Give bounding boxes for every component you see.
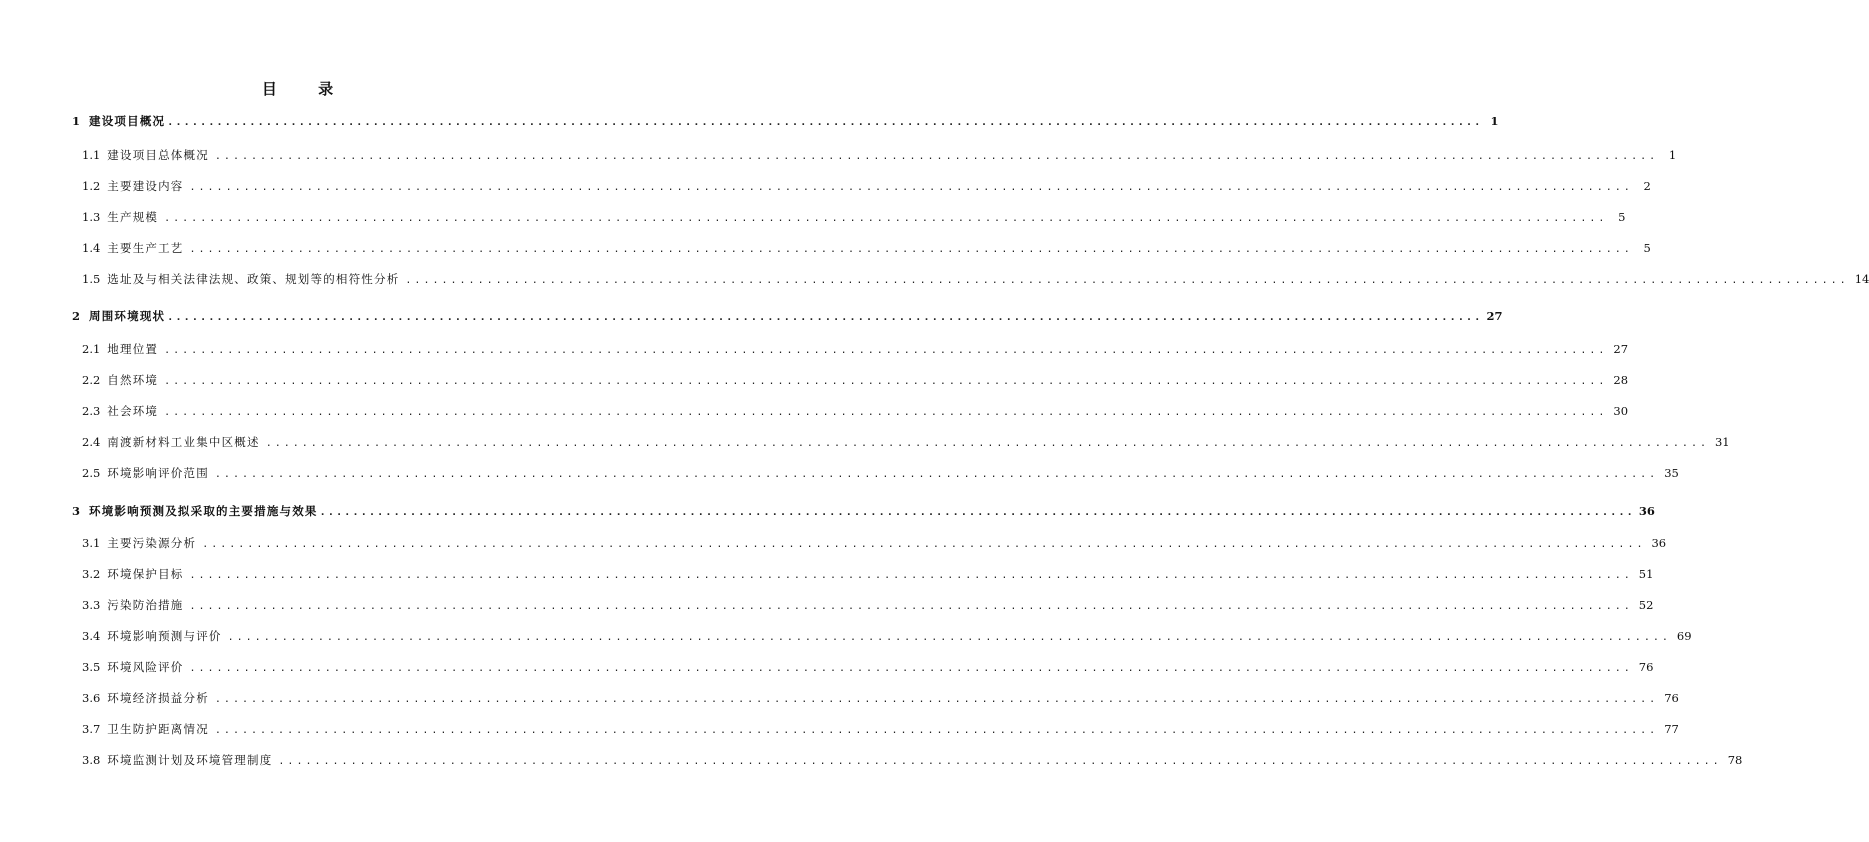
- toc-entry-number: 3.3: [82, 598, 101, 612]
- toc-entry-title: 环境影响评价范围: [107, 466, 209, 480]
- toc-entry-title: 选址及与相关法律法规、政策、规划等的相符性分析: [107, 272, 400, 286]
- toc-page-number: 36: [1638, 504, 1655, 518]
- toc-entry-title: 卫生防护距离情况: [107, 722, 209, 736]
- toc-dot-leader: ................................................................................................................................................................: [214, 694, 1659, 705]
- toc-entry-title: 社会环境: [107, 404, 159, 418]
- toc-entry-title: 地理位置: [107, 342, 159, 356]
- toc-entry-title: 生产规模: [107, 210, 159, 224]
- toc-dot-leader: ................................................................................................................................................................: [214, 725, 1659, 736]
- toc-dot-leader: ................................................................................................................................................................: [278, 756, 1722, 767]
- toc-section-entry[interactable]: [82, 342, 1629, 358]
- toc-dot-leader: ................................................................................................................................................................: [227, 632, 1671, 643]
- toc-entry-number: 1.1: [82, 148, 101, 162]
- toc-entry-title: 周围环境现状: [89, 309, 166, 323]
- toc-page-number: 1: [1490, 114, 1499, 128]
- toc-entry-number: 2: [72, 309, 81, 323]
- toc-page-number: 30: [1613, 404, 1629, 418]
- toc-entry-number: 1.3: [82, 210, 101, 224]
- toc-dot-leader: ................................................................................................................................................................: [164, 213, 1608, 224]
- toc-page-number: 77: [1664, 722, 1679, 736]
- toc-dot-leader: ................................................................................................................................................................: [189, 182, 1633, 193]
- toc-dot-leader: ................................................................................................................................................................: [214, 469, 1659, 480]
- toc-dot-leader: ................................................................................................................................................................: [167, 312, 1483, 323]
- toc-entry-title: 环境影响预测及拟采取的主要措施与效果: [89, 504, 318, 518]
- toc-dot-leader: ................................................................................................................................................................: [189, 663, 1633, 674]
- toc-page-number: 5: [1618, 210, 1626, 224]
- toc-page-number: 5: [1643, 241, 1651, 255]
- toc-section-entry[interactable]: [82, 753, 1743, 769]
- toc-dot-leader: ................................................................................................................................................................: [189, 244, 1633, 255]
- toc-section-entry[interactable]: [82, 210, 1626, 226]
- toc-section-entry[interactable]: [82, 241, 1651, 257]
- toc-entry-title: 主要建设内容: [107, 179, 184, 193]
- toc-section-entry[interactable]: [82, 660, 1654, 676]
- toc-entry-number: 2.4: [82, 435, 101, 449]
- toc-section-entry[interactable]: [82, 598, 1654, 614]
- toc-entry-title: 建设项目总体概况: [107, 148, 209, 162]
- toc-title: 目 录: [261, 80, 352, 98]
- toc-dot-leader: ................................................................................................................................................................: [164, 376, 1608, 387]
- toc-entry-number: 3.8: [82, 753, 101, 767]
- toc-page-number: 1: [1668, 148, 1677, 162]
- toc-entry-number: 3.2: [82, 567, 101, 581]
- toc-entry-title: 环境影响预测与评价: [107, 629, 222, 643]
- toc-entry-title: 自然环境: [107, 373, 159, 387]
- toc-dot-leader: ................................................................................................................................................................: [164, 345, 1608, 356]
- toc-entry-number: 3.5: [82, 660, 101, 674]
- toc-entry-title: 建设项目概况: [89, 114, 166, 128]
- toc-chapter-entry[interactable]: [72, 309, 1503, 325]
- toc-entry-number: 1: [72, 114, 81, 128]
- toc-page-number: 78: [1727, 753, 1743, 767]
- toc-entry-number: 2.3: [82, 404, 101, 418]
- toc-entry-number: 2.2: [82, 373, 101, 387]
- toc-entry-title: 环境保护目标: [107, 567, 184, 581]
- toc-section-entry[interactable]: [82, 272, 1869, 288]
- toc-section-entry[interactable]: [82, 567, 1654, 583]
- toc-dot-leader: ................................................................................................................................................................: [405, 275, 1849, 286]
- toc-page-number: 36: [1651, 536, 1667, 550]
- toc-entry-title: 南渡新材料工业集中区概述: [107, 435, 260, 449]
- toc-chapter-entry[interactable]: [72, 114, 1499, 130]
- toc-dot-leader: ................................................................................................................................................................: [189, 601, 1633, 612]
- toc-page-number: 51: [1638, 567, 1654, 581]
- toc-entry-number: 3.1: [82, 536, 101, 550]
- toc-entry-number: 1.2: [82, 179, 101, 193]
- toc-section-entry[interactable]: [82, 404, 1629, 420]
- toc-entry-number: 1.4: [82, 241, 101, 255]
- toc-page-number: 52: [1638, 598, 1654, 612]
- toc-section-entry[interactable]: [82, 536, 1667, 552]
- toc-page-number: 28: [1613, 373, 1629, 387]
- toc-section-entry[interactable]: [82, 691, 1679, 707]
- toc-entry-number: 3.6: [82, 691, 101, 705]
- toc-section-entry[interactable]: [82, 466, 1679, 482]
- toc-chapter-entry[interactable]: [72, 504, 1655, 520]
- toc-section-entry[interactable]: [82, 148, 1677, 164]
- toc-entry-number: 3: [72, 504, 81, 518]
- toc-page-number: 31: [1714, 435, 1730, 449]
- toc-page-number: 27: [1486, 309, 1503, 323]
- toc-entry-title: 环境监测计划及环境管理制度: [107, 753, 273, 767]
- toc-section-entry[interactable]: [82, 722, 1679, 738]
- toc-dot-leader: ................................................................................................................................................................: [167, 117, 1483, 128]
- toc-section-entry[interactable]: [82, 435, 1730, 451]
- toc-page-number: 2: [1643, 179, 1651, 193]
- toc-page-number: 76: [1664, 691, 1679, 705]
- toc-dot-leader: ................................................................................................................................................................: [189, 570, 1633, 581]
- toc-page-number: 27: [1613, 342, 1629, 356]
- toc-entry-number: 1.5: [82, 272, 101, 286]
- toc-page-number: 69: [1676, 629, 1692, 643]
- toc-entry-title: 污染防治措施: [107, 598, 184, 612]
- toc-dot-leader: ................................................................................................................................................................: [319, 507, 1635, 518]
- toc-page-number: 76: [1638, 660, 1654, 674]
- toc-entry-title: 环境风险评价: [107, 660, 184, 674]
- toc-entry-number: 2.1: [82, 342, 101, 356]
- toc-entry-number: 3.7: [82, 722, 101, 736]
- toc-dot-leader: ................................................................................................................................................................: [214, 151, 1659, 162]
- toc-entry-title: 主要污染源分析: [107, 536, 197, 550]
- toc-dot-leader: ................................................................................................................................................................: [265, 438, 1709, 449]
- toc-page-number: 35: [1664, 466, 1679, 480]
- toc-section-entry[interactable]: [82, 629, 1692, 645]
- toc-entry-title: 主要生产工艺: [107, 241, 184, 255]
- toc-section-entry[interactable]: [82, 179, 1651, 195]
- toc-page-number: 14: [1854, 272, 1869, 286]
- toc-dot-leader: ................................................................................................................................................................: [202, 539, 1646, 550]
- toc-section-entry[interactable]: [82, 373, 1629, 389]
- toc-entry-number: 3.4: [82, 629, 101, 643]
- toc-entry-number: 2.5: [82, 466, 101, 480]
- toc-dot-leader: ................................................................................................................................................................: [164, 407, 1608, 418]
- toc-entry-title: 环境经济损益分析: [107, 691, 209, 705]
